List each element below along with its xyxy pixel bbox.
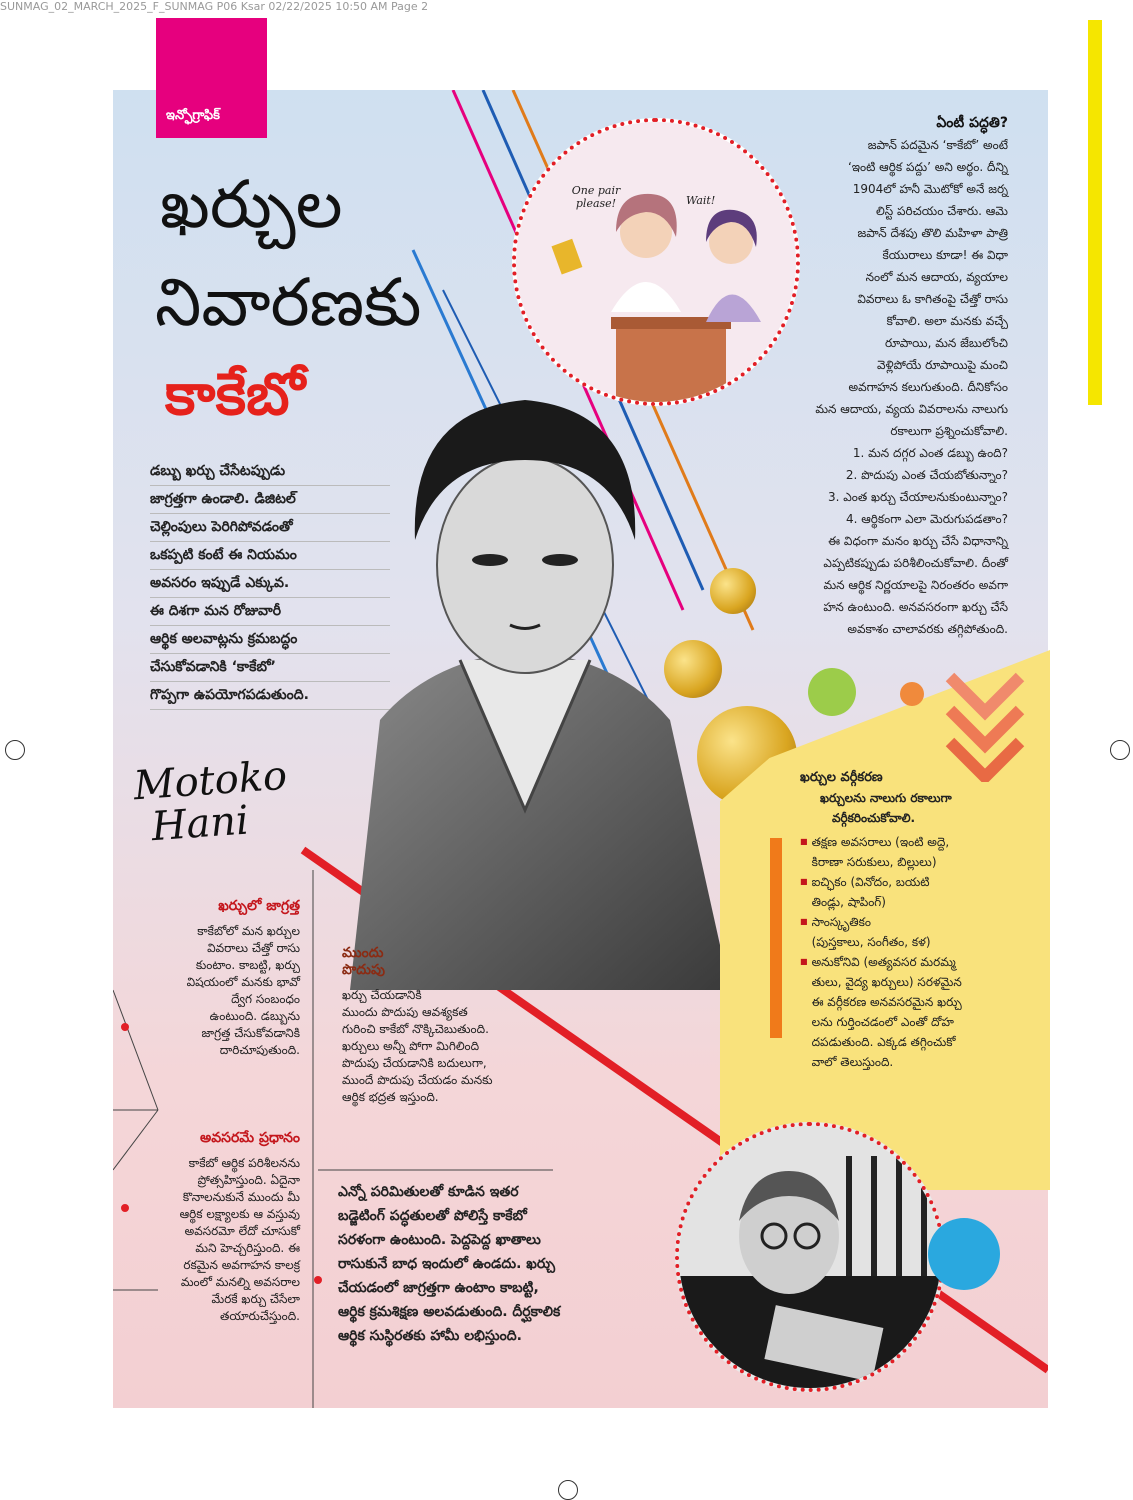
category-item-line: దపడుతుంది. ఎక్కడ తగ్గించుకో: [811, 1035, 956, 1049]
signature: [132, 752, 291, 851]
categories-section: [800, 768, 1025, 1072]
method-line: కేయురాలు కూడా! ఈ విధా: [882, 248, 1008, 262]
method-line: ‘ఇంటి ఆర్థిక పద్దు’ అని అర్థం. దీన్ని: [847, 160, 1008, 174]
caution-heading: ఖర్చులో జాగ్రత్త: [218, 898, 300, 914]
category-item: [800, 952, 1025, 1072]
method-line: ఈ విధంగా మనం ఖర్చు చేసే విధానాన్ని: [828, 534, 1008, 548]
necessity-line: ఆర్థిక లక్ష్యాలకు ఆ వస్తువు: [179, 1207, 300, 1221]
method-line: జపాన్ దేశపు తొలి మహిళా పాత్రి: [857, 226, 1008, 240]
chevron-down-icon: [945, 672, 1025, 782]
method-heading: ఏంటీ పద్ధతి?: [936, 115, 1008, 131]
necessity-heading: అవసరమే ప్రధానం: [200, 1130, 300, 1146]
signature-line: Motoko: [132, 752, 289, 810]
necessity-line: మంలో మనల్ని అవసరాల: [180, 1275, 300, 1289]
decorative-dot: [808, 668, 856, 716]
caution-body: [150, 923, 300, 1059]
saving-body: [342, 987, 542, 1106]
category-item-text: [812, 832, 950, 872]
method-line: 2. పొదుపు ఎంత చేయబోతున్నాం?: [845, 468, 1008, 482]
necessity-line: మేరకే ఖర్చు చేసేలా: [211, 1292, 300, 1306]
rupee-coin-icon: [710, 568, 756, 614]
category-item-line: ఐచ్ఛికం (వినోదం, బయటి: [811, 875, 930, 889]
category-tag-label: ఇన్ఫోగ్రాఫిక్: [166, 108, 220, 123]
method-line: వెళ్లిపోయే రూపాయిపై మంచి: [877, 358, 1008, 372]
saving-heading: [342, 945, 542, 979]
categories-intro-line: వర్గీకరించుకోవాలి.: [832, 811, 916, 825]
caution-section: [150, 898, 300, 1059]
conclusion-line: సరళంగా ఉంటుంది. పెద్దపెద్ద ఖాతాలు: [338, 1232, 541, 1248]
print-slug: SUNMAG_02_MARCH_2025_F_SUNMAG P06 Ksar 02/22/2025 10:50 AM Page 2: [0, 0, 429, 13]
necessity-section: [150, 1130, 300, 1325]
category-tag: [156, 18, 267, 138]
categories-list: [800, 832, 1025, 1072]
category-item-line: కిరాణా సరుకులు, బిల్లులు): [811, 855, 937, 869]
necessity-body: [150, 1155, 300, 1325]
method-line: మన ఆర్థిక నిర్ణయాలపై నిరంతరం అవగా: [823, 578, 1008, 592]
method-line: నంలో మన ఆదాయ, వ్యయాల: [865, 270, 1008, 284]
caution-line: ద్వేగ సంబంధం: [231, 992, 300, 1006]
elderly-man-photo: [675, 1122, 945, 1392]
category-item: [800, 872, 1025, 912]
category-item-text: [812, 912, 931, 952]
saving-heading-line: పొదుపు: [342, 962, 385, 978]
method-line: హన ఉంటుంది. అనవసరంగా ఖర్చు చేసే: [823, 600, 1008, 614]
intro-line: చెల్లింపులు పెరిగిపోవడంతో: [150, 514, 390, 542]
method-line: రకాలుగా ప్రశ్నించుకోవాలి.: [890, 424, 1008, 438]
category-item-text: [812, 872, 930, 912]
category-item-line: తులు, వైద్య ఖర్చులు) సరళమైన: [811, 975, 962, 989]
conclusion-line: ఆర్థిక సుస్థిరతకు హామీ లభిస్తుంది.: [338, 1328, 522, 1344]
category-item-line: అనుకోనివి (అత్యవసర మరమ్మ: [811, 955, 956, 969]
saving-line: ఆర్థిక భద్రత ఇస్తుంది.: [342, 1090, 439, 1104]
method-line: 3. ఎంత ఖర్చు చేయాలనుకుంటున్నాం?: [827, 490, 1008, 504]
categories-heading: ఖర్చుల వర్గీకరణ: [800, 770, 883, 785]
method-line: ఎప్పటికప్పుడు పరిశీలించుకోవాలి. దీంతో: [823, 556, 1008, 570]
caution-line: కుంటాం. కాబట్టి, ఖర్చు: [195, 958, 300, 972]
caution-line: దారిచూపుతుంది.: [219, 1043, 300, 1057]
caution-line: విషయంలో మనకు భావో: [186, 975, 300, 989]
decorative-dot: [928, 1218, 1000, 1290]
method-line: రూపాయి, మన జేబులోంచి: [885, 336, 1008, 350]
saving-line: ఖర్చు చేయడానికి: [342, 988, 422, 1002]
saving-line: గురించి కాకేబో నొక్కిచెబుతుంది.: [342, 1022, 489, 1036]
necessity-line: కొనాలనుకునే ముందు మీ: [182, 1190, 300, 1204]
caution-line: కాకేబోలో మన ఖర్చుల: [197, 924, 300, 938]
necessity-line: అవసరమో లేదో చూసుకో: [184, 1224, 300, 1238]
category-item-line: (పుస్తకాలు, సంగీతం, కళ): [811, 935, 931, 949]
conclusion-text: [338, 1180, 638, 1348]
caution-line: వివరాలు చేత్తో రాసు: [207, 941, 300, 955]
method-line: 1904లో హనీ మొటోకో అనే జర్న: [852, 182, 1008, 196]
registration-mark-icon: [1110, 740, 1130, 760]
edge-color-bar: [1088, 20, 1102, 405]
title-line-3: కాకేబో: [165, 360, 305, 428]
necessity-line: కాకేబో ఆర్థిక పరిశీలనను: [188, 1156, 300, 1170]
category-item-line: సాంస్కృతికం: [811, 915, 871, 929]
method-section: [708, 112, 1008, 640]
caution-line: ఉంటుంది. డబ్బును: [209, 1009, 300, 1023]
signature-line: Hani: [150, 797, 251, 851]
method-body: [708, 134, 1008, 640]
method-line: అవకాశం చాలావరకు తగ్గిపోతుంది.: [847, 622, 1008, 636]
intro-line: ఒకప్పటి కంటే ఈ నియమం: [150, 542, 390, 570]
conclusion-line: ఆర్థిక క్రమశిక్షణ అలవడుతుంది. దీర్ఘకాలిక: [338, 1304, 561, 1320]
method-line: అవగాహన కలుగుతుంది. దీనికోసం: [848, 380, 1008, 394]
saving-line: పొదుపు చేయడానికి బదులుగా,: [342, 1056, 487, 1070]
saving-line: ముందు పొదుపు ఆవశ్యకత: [342, 1005, 468, 1019]
method-line: 4. ఆర్థికంగా ఎలా మెరుగుపడతాం?: [845, 512, 1008, 526]
bullet-icon: ■: [800, 837, 808, 846]
bullet-icon: ■: [800, 917, 808, 926]
method-line: 1. మన దగ్గర ఎంత డబ్బు ఉంది?: [852, 446, 1008, 460]
categories-intro: [800, 788, 1025, 828]
category-item-line: లను గుర్తించడంలో ఎంతో దోహ: [811, 1015, 954, 1029]
accent-bar: [770, 838, 782, 1038]
conclusion-line: బడ్జెటింగ్ పద్ధతులతో పోలిస్తే కాకేబో: [338, 1208, 527, 1224]
method-line: వివరాలు ఓ కాగితంపై చేత్తో రాసు: [857, 292, 1008, 306]
bullet-icon: ■: [800, 877, 808, 886]
registration-mark-icon: [558, 1480, 578, 1500]
intro-line: గొప్పగా ఉపయోగపడుతుంది.: [150, 682, 390, 710]
necessity-line: ప్రోత్సహిస్తుంది. ఏదైనా: [197, 1173, 300, 1187]
category-item-text: [812, 952, 962, 1072]
decorative-dot: [900, 682, 924, 706]
method-line: కోవాలి. అలా మనకు వచ్చే: [886, 314, 1008, 328]
intro-line: ఈ దిశగా మన రోజువారీ: [150, 598, 390, 626]
category-item-line: తక్షణ అవసరాలు (ఇంటి అద్దె,: [811, 835, 950, 849]
bullet-icon: ■: [800, 957, 808, 966]
necessity-line: తయారుచేస్తుంది.: [220, 1309, 300, 1323]
conclusion-line: రాసుకునే బాధ ఇందులో ఉండదు. ఖర్చు: [338, 1256, 556, 1272]
category-item-line: తిండ్లు, షాపింగ్): [811, 895, 886, 909]
speech-bubble-text: One pair please!: [571, 184, 621, 210]
intro-line: డబ్బు ఖర్చు చేసేటప్పుడు: [150, 458, 390, 486]
saving-heading-line: ముందు: [342, 945, 384, 961]
intro-line: జాగ్రత్తగా ఉండాలి. డిజిటల్: [150, 486, 390, 514]
categories-intro-line: ఖర్చులను నాలుగు రకాలుగా: [820, 791, 952, 805]
necessity-line: మని హెచ్చరిస్తుంది. ఈ: [195, 1241, 300, 1255]
category-item: [800, 912, 1025, 952]
method-line: మన ఆదాయ, వ్యయ వివరాలను నాలుగు: [815, 402, 1008, 416]
necessity-line: రకమైన అవగాహన కాలక్ర: [183, 1258, 300, 1272]
category-item-line: వాలో తెలుస్తుంది.: [811, 1055, 894, 1069]
method-line: లిస్ట్ పరిచయం చేశారు. ఆమె: [875, 204, 1008, 218]
title-line-1: ఖర్చుల: [160, 166, 343, 243]
category-item-line: ఈ వర్గీకరణ అనవసరమైన ఖర్చు: [811, 995, 962, 1009]
speech-bubble-text: Wait!: [686, 194, 716, 207]
rupee-coin-icon: [664, 640, 722, 698]
saving-section: [342, 945, 542, 1106]
conclusion-line: చేయడంలో జాగ్రత్తగా ఉంటాం కాబట్టి,: [338, 1280, 539, 1296]
intro-line: అవసరం ఇప్పుడే ఎక్కువ.: [150, 570, 390, 598]
intro-line: చేసుకోవడానికి ‘కాకేబో’: [150, 654, 390, 682]
caution-line: జాగ్రత్త చేసుకోవడానికి: [201, 1026, 300, 1040]
conclusion-line: ఎన్నో పరిమితులతో కూడిన ఇతర: [338, 1184, 519, 1200]
saving-line: ఖర్చులు అన్నీ పోగా మిగిలింది: [342, 1039, 480, 1053]
intro-line: ఆర్థిక అలవాట్లను క్రమబద్ధం: [150, 626, 390, 654]
category-item: [800, 832, 1025, 872]
registration-mark-icon: [5, 740, 25, 760]
saving-line: ముందే పొదుపు చేయడం మనకు: [342, 1073, 493, 1087]
method-line: జపాన్ పదమైన ‘కాకేబో’ అంటే: [867, 138, 1008, 152]
title-line-2: నివారణకు: [155, 264, 422, 341]
